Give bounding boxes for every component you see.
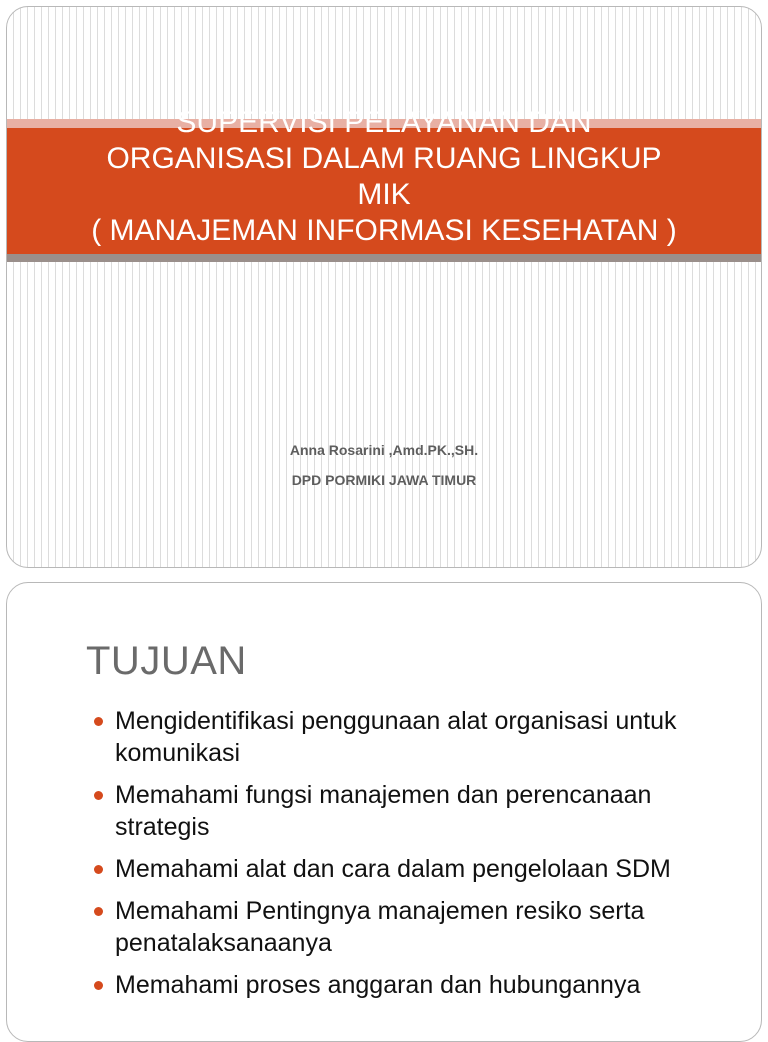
title-line: ORGANISASI DALAM RUANG LINGKUP	[106, 142, 662, 175]
bullet-dot-icon	[94, 907, 103, 916]
content-slide	[6, 582, 762, 1042]
bullet-item	[92, 969, 732, 1001]
bullet-list	[92, 705, 732, 1011]
slide-subtitle	[7, 435, 761, 495]
bullet-text: Memahami Pentingnya manajemen resiko serta penatalaksanaanya	[115, 897, 645, 957]
bullet-dot-icon	[94, 865, 103, 874]
title-slide	[6, 6, 762, 568]
bullet-item	[92, 705, 732, 769]
bullet-item	[92, 779, 732, 843]
bullet-dot-icon	[94, 791, 103, 800]
bullet-text: Memahami alat dan cara dalam pengelolaan SDM	[115, 855, 671, 883]
title-line: ( MANAJEMAN INFORMASI KESEHATAN )	[91, 214, 677, 247]
bullet-text: Memahami proses anggaran dan hubungannya	[115, 971, 641, 999]
bullet-item	[92, 853, 732, 885]
bullet-dot-icon	[94, 717, 103, 726]
bullet-dot-icon	[94, 981, 103, 990]
organization-name: DPD PORMIKI JAWA TIMUR	[291, 472, 477, 488]
bullet-text: Memahami fungsi manajemen dan perencanaan strategis	[115, 781, 652, 841]
slide-title	[27, 105, 741, 261]
author-name: Anna Rosarini ,Amd.PK.,SH.	[289, 442, 479, 458]
title-line: SUPERVISI PELAYANAN DAN	[176, 106, 592, 139]
bullet-text: Mengidentifikasi penggunaan alat organisasi untuk komunikasi	[115, 707, 677, 767]
slide-heading: TUJUAN	[86, 639, 247, 683]
bullet-item	[92, 895, 732, 959]
title-line: MIK	[357, 178, 411, 211]
